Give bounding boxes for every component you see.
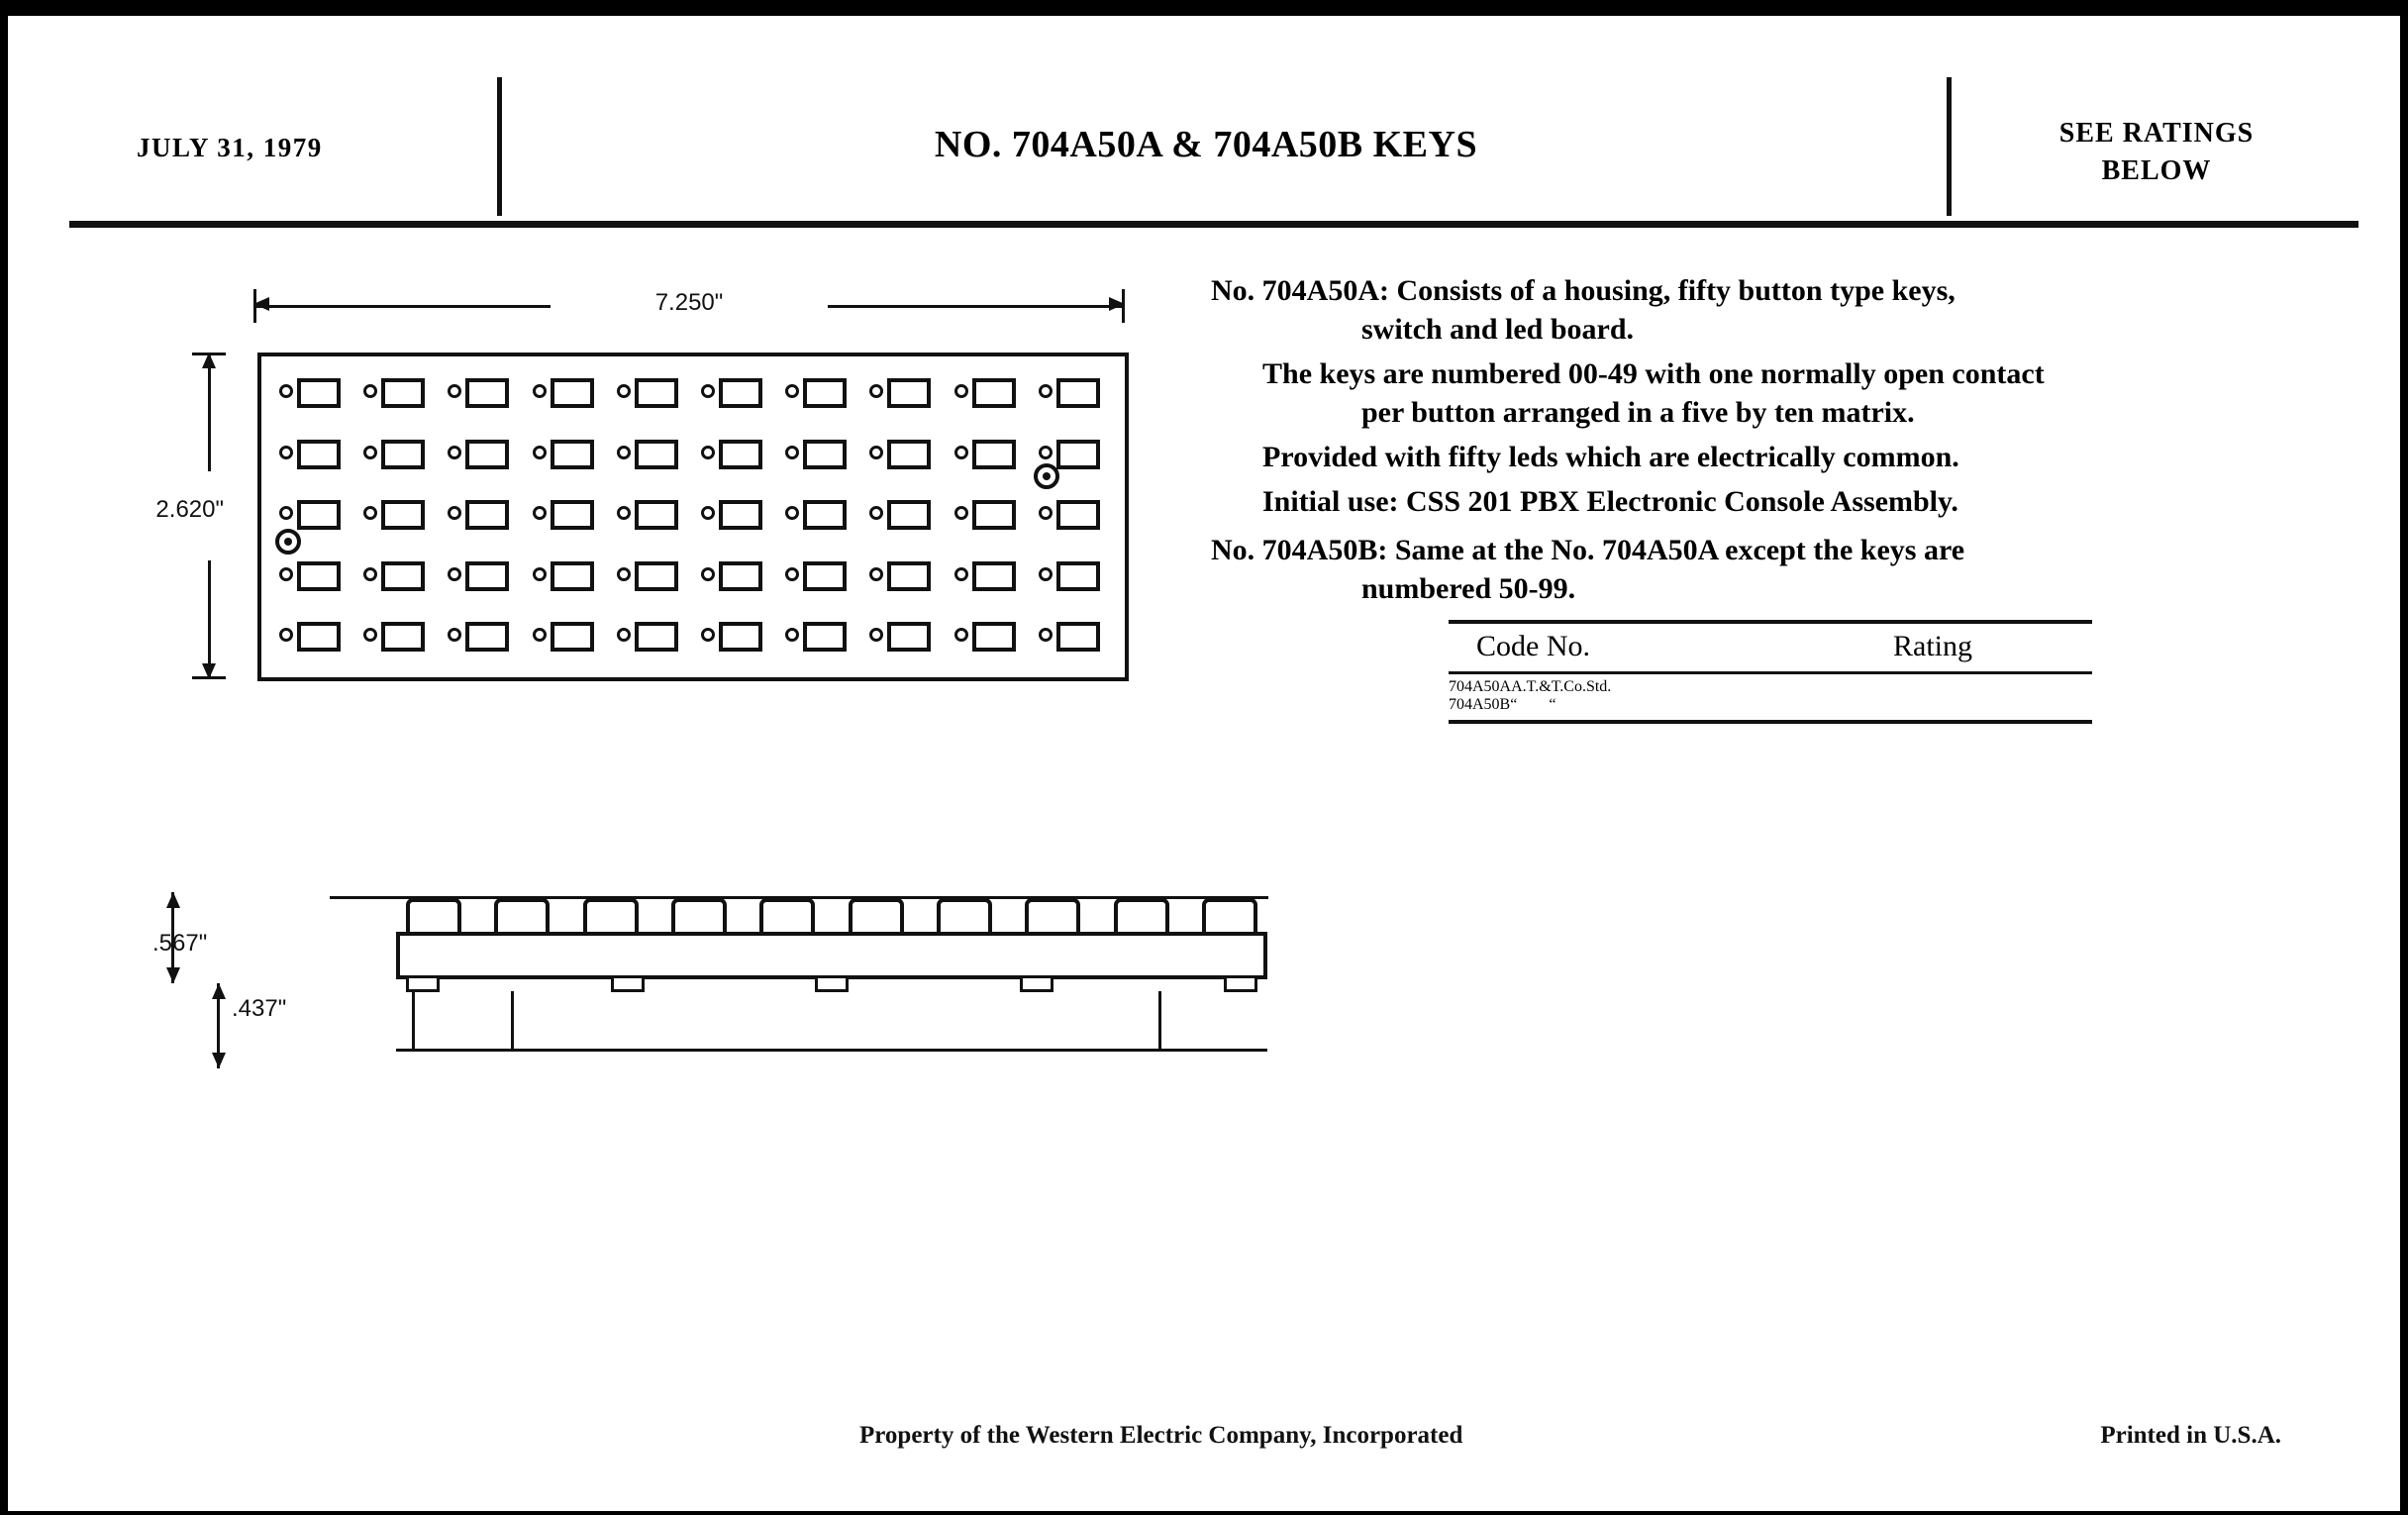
button-key [719,440,762,469]
button-key [972,561,1016,591]
table-rule-bottom [1449,720,2092,724]
key-cell [444,430,528,491]
key-cell [529,490,613,552]
led-icon [869,384,883,398]
led-icon [617,567,631,581]
key-cell [444,612,528,673]
led-icon [363,506,377,520]
key-cell [529,552,613,613]
led-icon [448,628,461,642]
table-body [1449,674,2092,720]
cell-rating-2: “ “ [1510,696,1556,713]
button-key [297,500,341,530]
led-icon [701,628,715,642]
led-icon [279,628,293,642]
button-key [635,561,678,591]
keycap-profile [494,898,550,934]
key-cell [275,430,359,491]
led-detail-icon [275,529,301,555]
keycap-profile [849,898,904,934]
led-icon [448,506,461,520]
led-icon [363,384,377,398]
width-dimension-label: 7.250" [654,289,724,316]
code-704A50B-lead: No. 704A50B: [1211,534,1388,566]
button-key [972,378,1016,408]
key-cell [275,368,359,430]
keycap-profile [406,898,461,934]
led-icon [617,628,631,642]
page-title: NO. 704A50A & 704A50B KEYS [934,124,1478,165]
key-cell [529,368,613,430]
led-icon [533,628,547,642]
height-dimension [155,353,224,679]
led-icon [785,506,799,520]
led-icon [954,628,968,642]
description-paragraph-1 [1211,271,2350,349]
led-icon [785,628,799,642]
led-icon [363,446,377,459]
mounting-foot [406,978,440,992]
led-icon [363,628,377,642]
key-cell [951,552,1035,613]
key-cell [613,430,697,491]
button-key [719,622,762,652]
key-cell [781,612,865,673]
button-key [887,440,931,469]
reference-line-base [396,1049,1267,1052]
led-icon [617,384,631,398]
description-paragraph-5 [1211,531,2350,608]
button-key [803,440,847,469]
led-icon [448,384,461,398]
key-cell [951,430,1035,491]
button-key [887,378,931,408]
led-icon [869,506,883,520]
button-key [551,500,594,530]
key-cell [781,552,865,613]
button-key [635,622,678,652]
button-key [297,561,341,591]
description-p1-text: Consists of a housing, fifty button type keys, [1396,274,1956,307]
terminal-pin [511,991,514,1051]
button-key [1056,440,1100,469]
led-icon [785,567,799,581]
button-key [887,561,931,591]
cell-code-1: 704A50A [1449,678,1512,695]
led-icon [1039,567,1053,581]
terminal-pin [412,991,415,1051]
key-cell [444,490,528,552]
key-housing-outline [257,353,1129,681]
key-cell [865,490,950,552]
button-key [1056,500,1100,530]
description-paragraph-2 [1211,354,2350,432]
button-key [1056,378,1100,408]
led-icon [1039,506,1053,520]
button-key [1056,561,1100,591]
led-icon [954,446,968,459]
key-cell [1035,368,1119,430]
key-matrix [275,368,1119,673]
key-cell [951,490,1035,552]
description-p5-continuation: numbered 50-99. [1361,572,1576,605]
button-key [972,622,1016,652]
led-icon [279,567,293,581]
cell-rating-1: A.T.&T.Co.Std. [1511,678,1612,695]
table-row [1449,696,2092,714]
foot-dimension [204,983,287,1068]
key-cell [359,612,444,673]
led-icon [533,567,547,581]
button-key [803,378,847,408]
key-cell [865,552,950,613]
keycap-profile [1025,898,1080,934]
button-key [381,622,425,652]
extension-tick-bottom [192,676,226,679]
header-divider-right [1947,77,1952,216]
led-icon [448,567,461,581]
header-rule [69,221,2358,228]
description-p1-continuation: switch and led board. [1361,313,1635,346]
keycap-profile [671,898,727,934]
key-cell [275,612,359,673]
keycap-profile [1202,898,1257,934]
button-key [381,440,425,469]
led-icon [869,567,883,581]
keycap-profile [937,898,992,934]
ratings-note [1958,115,2355,190]
cell-code-2: 704A50B [1449,696,1511,713]
extension-tick-right [1122,289,1125,323]
led-icon [869,446,883,459]
keycap-profile [583,898,639,934]
led-icon [279,446,293,459]
led-icon [954,506,968,520]
key-cell [529,612,613,673]
ratings-note-line2: BELOW [2101,154,2212,186]
mounting-foot [1224,978,1257,992]
table-header-row [1449,624,2092,671]
button-key [887,500,931,530]
key-cell [1035,552,1119,613]
description-block [1211,271,2350,614]
key-cell [359,368,444,430]
column-header-code: Code No. [1476,630,1590,662]
button-key [381,500,425,530]
led-icon [785,384,799,398]
button-key [297,440,341,469]
description-p5-text: Same at the No. 704A50A except the keys are [1394,534,1965,566]
housing-side-profile [396,932,1267,979]
button-key [719,500,762,530]
led-icon [1039,446,1053,459]
button-key [635,500,678,530]
dimension-arrow-up [212,983,226,999]
button-key [1056,622,1100,652]
description-paragraph-3: Provided with fifty leds which are electrically common. [1262,441,1959,473]
description-p2-continuation: per button arranged in a five by ten matrix. [1361,396,1915,429]
led-icon [1039,384,1053,398]
header-divider-left [497,77,502,216]
button-key [551,561,594,591]
button-key [635,440,678,469]
led-icon [701,567,715,581]
button-key [465,622,509,652]
document-page [8,16,2400,1511]
led-icon [533,446,547,459]
led-icon [279,506,293,520]
key-cell [275,552,359,613]
height-dimension-small-label: .567" [152,930,208,957]
page-header [8,16,2400,186]
column-header-rating: Rating [1893,630,1972,662]
button-key [803,622,847,652]
button-key [465,500,509,530]
extension-tick-top [192,353,226,355]
key-cell [781,490,865,552]
led-icon [617,446,631,459]
width-dimension [253,291,1125,321]
led-icon [954,567,968,581]
button-key [635,378,678,408]
issue-date: JULY 31, 1979 [137,133,323,162]
led-icon [701,506,715,520]
led-icon [617,506,631,520]
led-icon [533,506,547,520]
key-cell [865,430,950,491]
button-key [719,378,762,408]
key-cell [781,430,865,491]
mounting-foot-row [406,978,1257,994]
led-icon [785,446,799,459]
ratings-note-line1: SEE RATINGS [2058,118,2255,149]
key-cell [613,490,697,552]
mounting-foot [815,978,849,992]
key-cell [444,552,528,613]
mounting-foot [611,978,645,992]
key-cell [865,612,950,673]
button-key [551,378,594,408]
led-icon [1039,628,1053,642]
key-cell [951,612,1035,673]
button-key [297,378,341,408]
led-icon [701,446,715,459]
button-key [381,378,425,408]
button-key [381,561,425,591]
led-icon [954,384,968,398]
key-cell [781,368,865,430]
key-cell [865,368,950,430]
button-key [887,622,931,652]
key-cell [1035,612,1119,673]
height-dimension-label: 2.620" [155,496,224,523]
ratings-table [1449,620,2092,724]
dimension-arrow-up [166,892,180,908]
led-icon [869,628,883,642]
key-cell [697,430,781,491]
key-cell [697,552,781,613]
footer-property-notice: Property of the Western Electric Company, Incorporated [859,1422,1463,1449]
button-key [803,500,847,530]
dimension-arrow-down [166,967,180,983]
key-cell [697,490,781,552]
height-dimension-small [152,892,208,983]
button-key [719,561,762,591]
keycap-profile [1114,898,1169,934]
dimension-arrow-down [212,1053,226,1068]
key-cell [444,368,528,430]
terminal-pin [1158,991,1161,1051]
button-key [297,622,341,652]
key-cell [359,430,444,491]
keycap-profile [759,898,815,934]
key-cell [529,430,613,491]
key-cell [359,490,444,552]
key-cell [613,552,697,613]
extension-tick-left [253,289,256,323]
led-icon [701,384,715,398]
footer-print-notice: Printed in U.S.A. [2100,1422,2281,1449]
led-icon [363,567,377,581]
key-cell [697,612,781,673]
button-key [972,500,1016,530]
foot-dimension-label: .437" [232,995,287,1022]
table-row [1449,678,2092,696]
button-key [465,440,509,469]
led-detail-icon [1034,463,1059,489]
led-icon [279,384,293,398]
mounting-foot [1020,978,1054,992]
key-cell [1035,490,1119,552]
key-cell [613,368,697,430]
button-key [551,440,594,469]
button-key [972,440,1016,469]
button-key [551,622,594,652]
keycap-row [406,898,1257,934]
led-icon [533,384,547,398]
key-cell [951,368,1035,430]
button-key [465,561,509,591]
code-704A50A-lead: No. 704A50A: [1211,274,1389,307]
description-paragraph-4: Initial use: CSS 201 PBX Electronic Console Assembly. [1262,485,1958,518]
led-icon [448,446,461,459]
key-cell [613,612,697,673]
key-cell [359,552,444,613]
key-cell [697,368,781,430]
button-key [465,378,509,408]
description-p2-text: The keys are numbered 00-49 with one normally open contact [1262,357,2045,390]
button-key [803,561,847,591]
